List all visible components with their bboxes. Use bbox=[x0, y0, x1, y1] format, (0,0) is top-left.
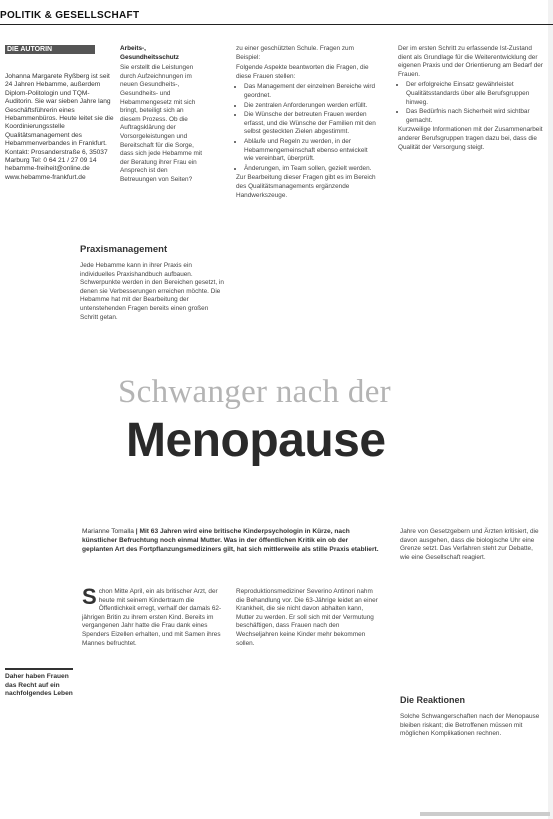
col3-p2: Zur Bearbeitung dieser Fragen gibt es im Bereich des Qualitätsmanagements ergänzende Handwerkszeuge. bbox=[236, 174, 376, 199]
pull-quote-rule bbox=[5, 668, 73, 670]
col4-p1: Der im ersten Schritt zu erfassende Ist-Zustand dient als Grundlage für die Weiterentwicklung der eigenen Praxis und der Orientierung am Bedarf der Frauen. bbox=[398, 45, 543, 78]
col3-p1: Folgende Aspekte beantworten die Fragen, die diese Frauen stellen: bbox=[236, 64, 369, 80]
drop-cap: S bbox=[82, 584, 97, 609]
reactions-heading: Die Reaktionen bbox=[400, 695, 466, 705]
author-web[interactable]: www.hebamme-frankfurt.de bbox=[5, 173, 86, 181]
lead-text: Mit 63 Jahren wird eine britische Kinderpsychologin in Kürze, nach künstlicher Befruchtung noch einmal Mutter. Was in der öffentlichen Kritik ein ob der geplanten Art des Fortpflanzungsmediziners gilt, hat sich mittlerweile als stille Praxis etabliert. bbox=[82, 528, 379, 553]
article-col-1 bbox=[82, 584, 232, 648]
article-col-3: Jahre von Gesetzgebern und Ärzten kritisiert, die davon ausgehen, dass die biologische Uhr eine Grenze setzt. Das Verfahren steht zur Debatte, wie eine Gesellschaft reagiert. bbox=[400, 528, 539, 561]
author-bio: Johanna Margarete Ryßberg ist seit 24 Jahren Hebamme, außerdem Diplom-Politologin und TQM-Auditorin. Sie war sieben Jahre lang Geschäftsführerin eines Hebammenbüros. Heute leitet sie die Koordinierungsstelle Qualitätsmanagement des Hebammenverbandes in Frankfurt. bbox=[5, 73, 114, 148]
list-item: • Der erfolgreiche Einsatz gewährleistet Qualitätsstandards über alle Berufsgruppen hinweg. bbox=[406, 81, 543, 107]
article-col-2: Reproduktionsmediziner Severino Antinori nahm die Behandlung vor. Die 63-Jährige leidet an einer Krankheit, die sie nicht davon abhalten kann, Mutter zu werden. Er soll sich mit der Vermutung beschäftigen, dass Frauen nach den Wechseljahren keine Kinder mehr bekommen sollen. bbox=[236, 588, 378, 647]
reactions-text: Solche Schwangerschaften nach der Menopause bleiben riskant; die Betroffenen müssen mit möglichen Komplikationen rechnen. bbox=[400, 713, 540, 738]
lead-author: Marianne Tomalla bbox=[82, 528, 134, 535]
author-contact: Kontakt: Prosanderstraße 6, 35037 Marburg Tel: 0 64 21 / 27 09 14 bbox=[5, 148, 108, 165]
author-box bbox=[5, 73, 115, 182]
pull-quote: Daher haben Frauen das Recht auf ein nachfolgendes Leben bbox=[5, 673, 73, 698]
praxis-text: Jede Hebamme kann in ihrer Praxis ein individuelles Praxishandbuch aufbauen. Schwerpunkte werden in den Bereichen gesetzt, in denen sie Verbesserungen erreichen möchte. Die Hebamme hat mit der Bearbeitung der untenstehenden Fragen bereits einen großen Schritt getan. bbox=[80, 262, 224, 321]
author-email[interactable]: hebamme-freiheit@online.de bbox=[5, 165, 90, 173]
list-item: • Änderungen, im Team sollen, gezielt werden. bbox=[244, 165, 376, 174]
list-item: • Das Bedürfnis nach Sicherheit wird sichtbar gemacht. bbox=[406, 108, 543, 125]
author-heading: DIE AUTORIN bbox=[5, 45, 95, 54]
article-lead: Marianne Tomalla | Mit 63 Jahren wird eine britische Kinderpsychologin in Kürze, nach künstlicher Befruchtung noch einmal Mutter. Was in der öffentlichen Kritik ein ob der geplanten Art des Fortpflanzungsmediziners gilt, hat sich mittlerweile als stille Praxis etabliert. bbox=[82, 528, 379, 553]
praxis-heading: Praxismanagement bbox=[80, 244, 168, 255]
header-rule bbox=[0, 24, 553, 25]
article-title-main: Menopause bbox=[126, 414, 386, 467]
col3-list bbox=[236, 83, 376, 173]
column-2 bbox=[120, 45, 205, 187]
column-4 bbox=[398, 45, 543, 154]
list-item: • Abläufe und Regeln zu werden, in der Hebammengemeinschaft ebenso entwickelt wie vereinbart, überprüft. bbox=[244, 138, 376, 164]
page-edge bbox=[548, 0, 553, 819]
col2-heading: Arbeits-, Gesundheitsschutz bbox=[120, 45, 179, 61]
col4-list bbox=[398, 81, 543, 125]
article-body-1: chon Mitte April, ein als britischer Arzt, der heute mit seinem Kindertraum die Öffentlichkeit erregt, verhalf der damals 62-jährigen Britin zu ihrem ersten Kind. Bereits im vergangenen Jahr hatte die Frau dank eines Spenders Eizellen erhalten, und mit Samen ihres Mannes befruchtet. bbox=[82, 588, 222, 647]
list-item: • Die zentralen Anforderungen werden erfüllt. bbox=[244, 102, 376, 111]
col3-intro: zu einer geschützten Schule. Fragen zum Beispiel: bbox=[236, 45, 354, 61]
col4-p2: Kurzweilige Informationen mit der Zusammenarbeit anderer Berufsgruppen tragen dazu bei, dass die Qualität der Versorgung steigt. bbox=[398, 126, 543, 151]
footer-bar bbox=[420, 812, 550, 816]
list-item: • Die Wünsche der betreuten Frauen werden erfasst, und die Wünsche der Familien mit den selbst gesteckten Zielen abgestimmt. bbox=[244, 111, 376, 137]
col2-text: Sie erstellt die Leistungen durch Aufzeichnungen im neuen Gesundheits-, Gesundheits- und Hebammengesetz mit sich bringt, beteiligt sich an diesem Prozess. Ob die Auftragsklärung der Vorsorgeleistungen und Bereitschaft für die Sorge, dass sich jede Hebamme mit der Beratung ihrer Frau ein Ansprech ist den Betreuungen von Seiten? bbox=[120, 64, 203, 183]
list-item: • Das Management der einzelnen Bereiche wird geordnet. bbox=[244, 83, 376, 100]
section-label: POLITIK & GESELLSCHAFT bbox=[0, 10, 140, 21]
column-3 bbox=[236, 45, 376, 202]
article-title-top: Schwanger nach der bbox=[118, 374, 391, 410]
